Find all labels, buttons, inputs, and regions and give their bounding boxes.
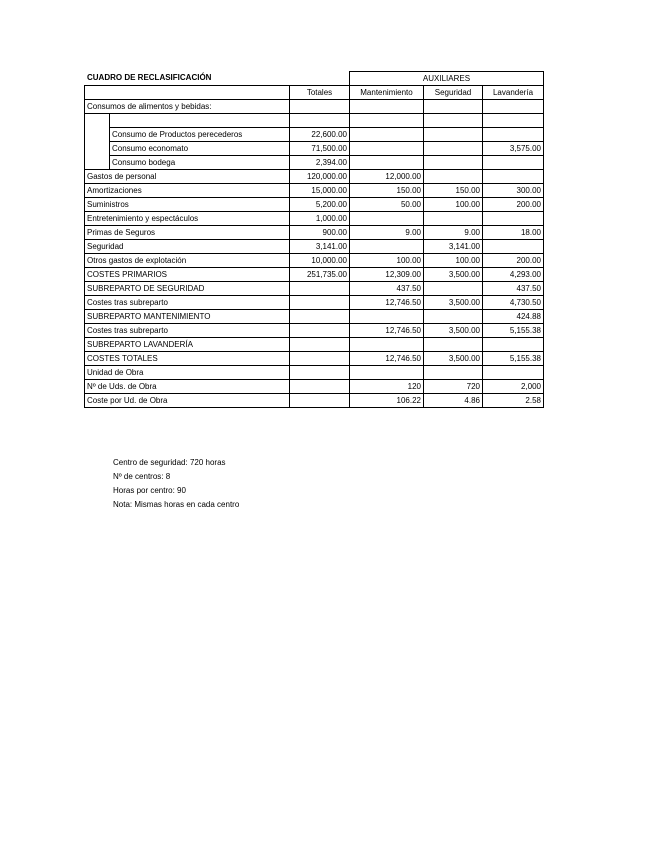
cell-seguridad: 9.00 (424, 226, 483, 240)
cell-lavanderia (483, 366, 544, 380)
row-label: Consumos de alimentos y bebidas: (85, 100, 290, 114)
cell-mantenimiento (350, 114, 424, 128)
cell-mantenimiento: 150.00 (350, 184, 424, 198)
cell-mantenimiento (350, 128, 424, 142)
cell-mantenimiento (350, 338, 424, 352)
cell-seguridad (424, 156, 483, 170)
cell-seguridad (424, 338, 483, 352)
cell-mantenimiento: 437.50 (350, 282, 424, 296)
cell-totales: 15,000.00 (290, 184, 350, 198)
col-header-mantenimiento: Mantenimiento (350, 86, 424, 100)
cell-totales: 71,500.00 (290, 142, 350, 156)
indent-cell (85, 142, 110, 156)
cell-seguridad (424, 212, 483, 226)
cell-seguridad (424, 282, 483, 296)
table-row (85, 170, 544, 184)
table-row (85, 240, 544, 254)
row-label: Costes tras subreparto (85, 324, 290, 338)
row-label: SUBREPARTO MANTENIMIENTO (85, 310, 290, 324)
cell-mantenimiento (350, 156, 424, 170)
table-row (85, 212, 544, 226)
row-label: Unidad de Obra (85, 366, 290, 380)
cell-totales (290, 338, 350, 352)
cell-mantenimiento: 12,746.50 (350, 352, 424, 366)
cell-seguridad (424, 114, 483, 128)
cell-seguridad (424, 170, 483, 184)
cell-seguridad (424, 310, 483, 324)
cell-lavanderia: 200.00 (483, 254, 544, 268)
table-row (85, 128, 544, 142)
row-label: COSTES PRIMARIOS (85, 268, 290, 282)
table-row (85, 184, 544, 198)
cell-seguridad: 100.00 (424, 198, 483, 212)
table-row (85, 366, 544, 380)
table-row (85, 156, 544, 170)
col-header-lavanderia: Lavandería (483, 86, 544, 100)
note-line: Centro de seguridad: 720 horas (113, 458, 226, 467)
row-label: Consumo economato (110, 142, 290, 156)
cell-mantenimiento: 12,746.50 (350, 296, 424, 310)
col-header-seguridad: Seguridad (424, 86, 483, 100)
cell-totales: 10,000.00 (290, 254, 350, 268)
cell-lavanderia (483, 240, 544, 254)
cell-totales: 1,000.00 (290, 212, 350, 226)
cell-totales: 5,200.00 (290, 198, 350, 212)
table-row (85, 324, 544, 338)
cell-mantenimiento: 12,000.00 (350, 170, 424, 184)
cell-lavanderia: 4,293.00 (483, 268, 544, 282)
cell-totales (290, 380, 350, 394)
row-label: Suministros (85, 198, 290, 212)
col-header-totales: Totales (290, 86, 350, 100)
cell-lavanderia: 5,155.38 (483, 352, 544, 366)
cell-lavanderia (483, 100, 544, 114)
row-label: Costes tras subreparto (85, 296, 290, 310)
cell-seguridad: 3,500.00 (424, 296, 483, 310)
cell-lavanderia: 437.50 (483, 282, 544, 296)
table-row (85, 338, 544, 352)
row-label (110, 114, 290, 128)
cell-totales: 22,600.00 (290, 128, 350, 142)
cell-totales (290, 366, 350, 380)
cell-lavanderia: 4,730.50 (483, 296, 544, 310)
table-row (85, 380, 544, 394)
cell-lavanderia: 5,155.38 (483, 324, 544, 338)
header-row-2 (85, 86, 544, 100)
row-label: Consumo de Productos perecederos (110, 128, 290, 142)
cell-mantenimiento: 12,746.50 (350, 324, 424, 338)
cell-mantenimiento (350, 240, 424, 254)
cell-totales: 120,000.00 (290, 170, 350, 184)
cell-lavanderia: 3,575.00 (483, 142, 544, 156)
cell-lavanderia (483, 128, 544, 142)
table-title: CUADRO DE RECLASIFICACIÓN (87, 73, 212, 82)
row-label: Amortizaciones (85, 184, 290, 198)
table-row (85, 100, 544, 114)
table-row (85, 268, 544, 282)
auxiliares-header: AUXILIARES (350, 72, 544, 86)
cell-lavanderia: 300.00 (483, 184, 544, 198)
indent-cell (85, 128, 110, 142)
cell-totales (290, 282, 350, 296)
cell-totales (290, 114, 350, 128)
cell-seguridad: 150.00 (424, 184, 483, 198)
row-label: Gastos de personal (85, 170, 290, 184)
row-label: COSTES TOTALES (85, 352, 290, 366)
row-label: Consumo bodega (110, 156, 290, 170)
cell-totales (290, 394, 350, 408)
cell-lavanderia: 424.88 (483, 310, 544, 324)
row-label: Coste por Ud. de Obra (85, 394, 290, 408)
row-label: Otros gastos de explotación (85, 254, 290, 268)
cell-totales: 2,394.00 (290, 156, 350, 170)
cell-seguridad: 3,500.00 (424, 268, 483, 282)
row-label: Nº de Uds. de Obra (85, 380, 290, 394)
cell-lavanderia: 18.00 (483, 226, 544, 240)
cell-lavanderia (483, 212, 544, 226)
cell-mantenimiento: 106.22 (350, 394, 424, 408)
cell-seguridad: 3,500.00 (424, 324, 483, 338)
notes-block (113, 456, 239, 512)
table-row (85, 394, 544, 408)
row-label: SUBREPARTO DE SEGURIDAD (85, 282, 290, 296)
reclassification-table (84, 71, 544, 408)
note-line: Nº de centros: 8 (113, 472, 171, 481)
row-label: Primas de Seguros (85, 226, 290, 240)
table-row (85, 310, 544, 324)
cell-seguridad (424, 100, 483, 114)
cell-totales: 251,735.00 (290, 268, 350, 282)
cell-seguridad (424, 128, 483, 142)
cell-mantenimiento: 9.00 (350, 226, 424, 240)
note-line: Nota: Mismas horas en cada centro (113, 500, 240, 509)
cell-seguridad: 3,141.00 (424, 240, 483, 254)
cell-seguridad: 4.86 (424, 394, 483, 408)
cell-seguridad (424, 142, 483, 156)
cell-seguridad: 100.00 (424, 254, 483, 268)
cell-mantenimiento (350, 142, 424, 156)
cell-lavanderia: 200.00 (483, 198, 544, 212)
table-row (85, 226, 544, 240)
row-label: Seguridad (85, 240, 290, 254)
table-row (85, 282, 544, 296)
cell-mantenimiento (350, 100, 424, 114)
cell-totales (290, 310, 350, 324)
cell-lavanderia: 2.58 (483, 394, 544, 408)
row-label: Entretenimiento y espectáculos (85, 212, 290, 226)
cell-lavanderia (483, 114, 544, 128)
cell-totales (290, 100, 350, 114)
cell-lavanderia (483, 156, 544, 170)
table-row (85, 296, 544, 310)
cell-mantenimiento (350, 310, 424, 324)
cell-mantenimiento: 12,309.00 (350, 268, 424, 282)
table-row (85, 254, 544, 268)
cell-seguridad: 3,500.00 (424, 352, 483, 366)
cell-mantenimiento (350, 212, 424, 226)
indent-cell (85, 114, 110, 128)
table-row (85, 352, 544, 366)
cell-totales (290, 296, 350, 310)
row-label: SUBREPARTO LAVANDERÍA (85, 338, 290, 352)
cell-lavanderia (483, 338, 544, 352)
cell-seguridad (424, 366, 483, 380)
cell-mantenimiento: 100.00 (350, 254, 424, 268)
table-row (85, 198, 544, 212)
cell-totales: 900.00 (290, 226, 350, 240)
table-row (85, 142, 544, 156)
cell-totales (290, 352, 350, 366)
cell-lavanderia (483, 170, 544, 184)
cell-seguridad: 720 (424, 380, 483, 394)
cell-mantenimiento (350, 366, 424, 380)
note-line: Horas por centro: 90 (113, 486, 186, 495)
cell-totales: 3,141.00 (290, 240, 350, 254)
indent-cell (85, 156, 110, 170)
cell-lavanderia: 2,000 (483, 380, 544, 394)
blank-header-cell (85, 86, 290, 100)
cell-totales (290, 324, 350, 338)
table-row (85, 114, 544, 128)
cell-mantenimiento: 120 (350, 380, 424, 394)
cell-mantenimiento: 50.00 (350, 198, 424, 212)
